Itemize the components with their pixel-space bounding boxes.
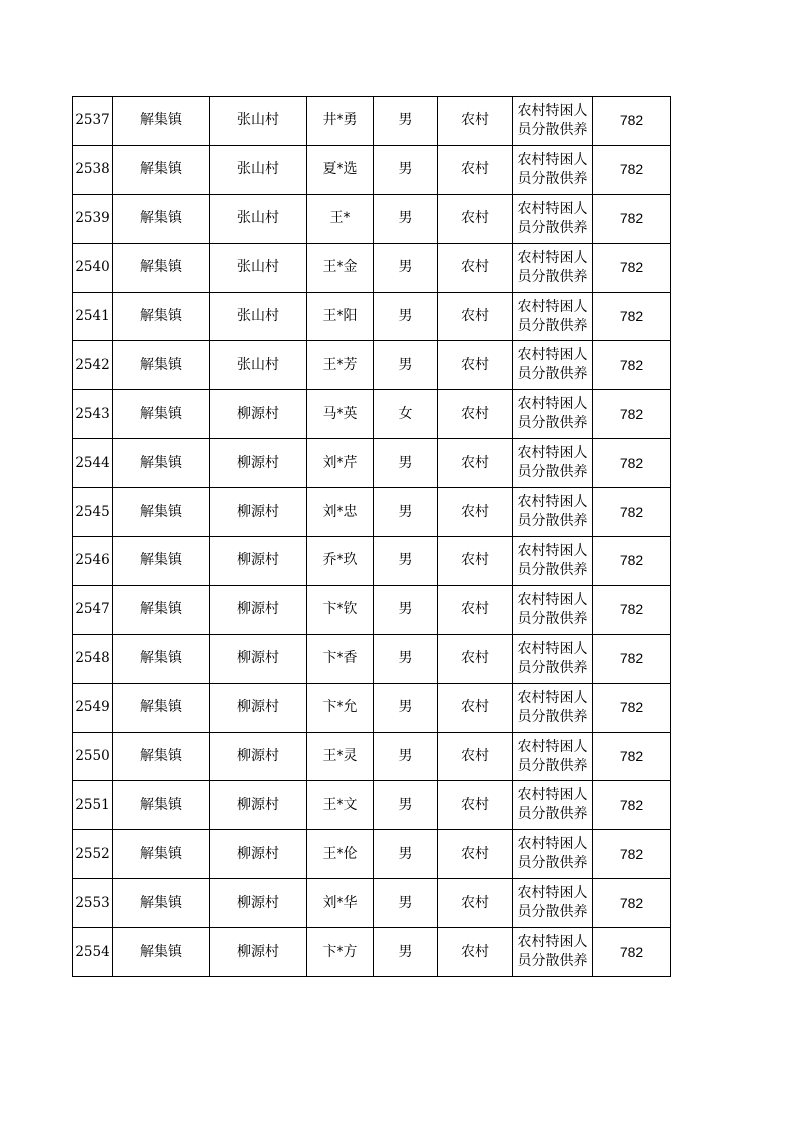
amount-cell: 782 [593,683,671,732]
area-cell: 农村 [438,830,513,879]
village-cell: 柳源村 [210,439,307,488]
village-cell: 张山村 [210,145,307,194]
table-row [73,488,671,537]
table-row [73,292,671,341]
support-type-line-1: 农村特困人 [517,885,588,902]
gender-cell: 男 [374,634,438,683]
name-cell: 夏*选 [307,145,374,194]
area-cell: 农村 [438,585,513,634]
town-cell: 解集镇 [113,341,210,390]
row-id-cell: 2548 [73,634,113,683]
support-type-cell [513,194,593,243]
support-type-line-2: 员分散供养 [517,464,588,481]
row-id-cell: 2540 [73,243,113,292]
support-type-line-1: 农村特困人 [517,836,588,853]
amount-cell: 782 [593,732,671,781]
village-cell: 张山村 [210,341,307,390]
support-type-line-2: 员分散供养 [517,708,588,725]
table-row [73,781,671,830]
support-type-line-1: 农村特困人 [517,445,588,462]
support-type-cell [513,879,593,928]
gender-cell: 男 [374,488,438,537]
support-type-line-1: 农村特困人 [517,640,588,657]
table-row [73,194,671,243]
town-cell: 解集镇 [113,488,210,537]
support-type-line-1: 农村特困人 [517,102,588,119]
area-cell: 农村 [438,390,513,439]
village-cell: 柳源村 [210,585,307,634]
row-id-cell: 2554 [73,928,113,977]
table-row [73,634,671,683]
area-cell: 农村 [438,537,513,586]
table-row [73,830,671,879]
table-row [73,390,671,439]
support-type-cell [513,341,593,390]
support-type-line-1: 农村特困人 [517,347,588,364]
gender-cell: 男 [374,537,438,586]
area-cell: 农村 [438,928,513,977]
table-row [73,879,671,928]
amount-cell: 782 [593,145,671,194]
gender-cell: 男 [374,97,438,146]
town-cell: 解集镇 [113,292,210,341]
town-cell: 解集镇 [113,879,210,928]
support-type-line-2: 员分散供养 [517,513,588,530]
support-type-line-2: 员分散供养 [517,904,588,921]
support-type-cell [513,634,593,683]
table-row [73,537,671,586]
beneficiary-table [72,96,671,977]
row-id-cell: 2553 [73,879,113,928]
town-cell: 解集镇 [113,683,210,732]
table-row [73,928,671,977]
name-cell: 卞*香 [307,634,374,683]
village-cell: 柳源村 [210,732,307,781]
village-cell: 柳源村 [210,781,307,830]
amount-cell: 782 [593,341,671,390]
village-cell: 柳源村 [210,683,307,732]
row-id-cell: 2551 [73,781,113,830]
area-cell: 农村 [438,488,513,537]
table-row [73,97,671,146]
support-type-cell [513,781,593,830]
support-type-line-1: 农村特困人 [517,738,588,755]
support-type-line-2: 员分散供养 [517,610,588,627]
name-cell: 井*勇 [307,97,374,146]
support-type-line-2: 员分散供养 [517,415,588,432]
row-id-cell: 2549 [73,683,113,732]
support-type-line-1: 农村特困人 [517,200,588,217]
table-row [73,341,671,390]
name-cell: 王* [307,194,374,243]
support-type-cell [513,390,593,439]
row-id-cell: 2550 [73,732,113,781]
row-id-cell: 2552 [73,830,113,879]
name-cell: 马*英 [307,390,374,439]
name-cell: 刘*华 [307,879,374,928]
support-type-cell [513,488,593,537]
name-cell: 王*灵 [307,732,374,781]
amount-cell: 782 [593,879,671,928]
amount-cell: 782 [593,439,671,488]
gender-cell: 男 [374,781,438,830]
village-cell: 柳源村 [210,879,307,928]
support-type-cell [513,830,593,879]
support-type-cell [513,292,593,341]
name-cell: 王*伦 [307,830,374,879]
support-type-line-2: 员分散供养 [517,855,588,872]
area-cell: 农村 [438,634,513,683]
table-row [73,145,671,194]
gender-cell: 男 [374,145,438,194]
amount-cell: 782 [593,781,671,830]
village-cell: 张山村 [210,292,307,341]
village-cell: 张山村 [210,97,307,146]
table-row [73,439,671,488]
support-type-cell [513,732,593,781]
support-type-cell [513,439,593,488]
support-type-line-1: 农村特困人 [517,298,588,315]
name-cell: 王*金 [307,243,374,292]
gender-cell: 男 [374,585,438,634]
town-cell: 解集镇 [113,145,210,194]
town-cell: 解集镇 [113,732,210,781]
village-cell: 柳源村 [210,488,307,537]
village-cell: 柳源村 [210,537,307,586]
table-row [73,683,671,732]
support-type-line-2: 员分散供养 [517,268,588,285]
table-row [73,243,671,292]
town-cell: 解集镇 [113,439,210,488]
town-cell: 解集镇 [113,634,210,683]
row-id-cell: 2546 [73,537,113,586]
town-cell: 解集镇 [113,585,210,634]
table-body [73,97,671,977]
gender-cell: 男 [374,341,438,390]
area-cell: 农村 [438,683,513,732]
support-type-line-1: 农村特困人 [517,787,588,804]
row-id-cell: 2541 [73,292,113,341]
gender-cell: 男 [374,830,438,879]
village-cell: 柳源村 [210,830,307,879]
town-cell: 解集镇 [113,830,210,879]
area-cell: 农村 [438,145,513,194]
name-cell: 王*芳 [307,341,374,390]
area-cell: 农村 [438,243,513,292]
town-cell: 解集镇 [113,97,210,146]
gender-cell: 男 [374,683,438,732]
support-type-line-1: 农村特困人 [517,396,588,413]
amount-cell: 782 [593,537,671,586]
row-id-cell: 2545 [73,488,113,537]
support-type-line-2: 员分散供养 [517,659,588,676]
support-type-line-2: 员分散供养 [517,953,588,970]
amount-cell: 782 [593,97,671,146]
area-cell: 农村 [438,781,513,830]
name-cell: 刘*忠 [307,488,374,537]
village-cell: 柳源村 [210,390,307,439]
row-id-cell: 2537 [73,97,113,146]
town-cell: 解集镇 [113,194,210,243]
town-cell: 解集镇 [113,537,210,586]
amount-cell: 782 [593,928,671,977]
village-cell: 柳源村 [210,928,307,977]
village-cell: 张山村 [210,243,307,292]
row-id-cell: 2542 [73,341,113,390]
amount-cell: 782 [593,194,671,243]
support-type-cell [513,928,593,977]
support-type-cell [513,585,593,634]
support-type-cell [513,683,593,732]
name-cell: 卞*方 [307,928,374,977]
gender-cell: 男 [374,439,438,488]
gender-cell: 男 [374,194,438,243]
gender-cell: 女 [374,390,438,439]
area-cell: 农村 [438,879,513,928]
gender-cell: 男 [374,292,438,341]
town-cell: 解集镇 [113,390,210,439]
support-type-line-2: 员分散供养 [517,366,588,383]
area-cell: 农村 [438,97,513,146]
amount-cell: 782 [593,634,671,683]
amount-cell: 782 [593,488,671,537]
name-cell: 卞*钦 [307,585,374,634]
support-type-line-2: 员分散供养 [517,170,588,187]
row-id-cell: 2538 [73,145,113,194]
support-type-line-2: 员分散供养 [517,757,588,774]
support-type-line-1: 农村特困人 [517,934,588,951]
table-row [73,585,671,634]
row-id-cell: 2547 [73,585,113,634]
support-type-line-2: 员分散供养 [517,317,588,334]
support-type-line-1: 农村特困人 [517,689,588,706]
area-cell: 农村 [438,341,513,390]
area-cell: 农村 [438,194,513,243]
support-type-cell [513,97,593,146]
support-type-line-2: 员分散供养 [517,219,588,236]
support-type-line-1: 农村特困人 [517,591,588,608]
amount-cell: 782 [593,243,671,292]
area-cell: 农村 [438,439,513,488]
town-cell: 解集镇 [113,928,210,977]
support-type-line-1: 农村特困人 [517,249,588,266]
amount-cell: 782 [593,585,671,634]
name-cell: 乔*玖 [307,537,374,586]
name-cell: 刘*芹 [307,439,374,488]
table-row [73,732,671,781]
support-type-line-2: 员分散供养 [517,561,588,578]
gender-cell: 男 [374,732,438,781]
area-cell: 农村 [438,292,513,341]
amount-cell: 782 [593,830,671,879]
name-cell: 王*阳 [307,292,374,341]
support-type-cell [513,145,593,194]
support-type-cell [513,537,593,586]
gender-cell: 男 [374,243,438,292]
name-cell: 王*文 [307,781,374,830]
support-type-cell [513,243,593,292]
town-cell: 解集镇 [113,243,210,292]
town-cell: 解集镇 [113,781,210,830]
area-cell: 农村 [438,732,513,781]
support-type-line-1: 农村特困人 [517,151,588,168]
row-id-cell: 2543 [73,390,113,439]
name-cell: 卞*允 [307,683,374,732]
support-type-line-2: 员分散供养 [517,121,588,138]
row-id-cell: 2539 [73,194,113,243]
village-cell: 张山村 [210,194,307,243]
support-type-line-1: 农村特困人 [517,542,588,559]
amount-cell: 782 [593,292,671,341]
support-type-line-1: 农村特困人 [517,494,588,511]
gender-cell: 男 [374,879,438,928]
village-cell: 柳源村 [210,634,307,683]
support-type-line-2: 员分散供养 [517,806,588,823]
gender-cell: 男 [374,928,438,977]
row-id-cell: 2544 [73,439,113,488]
amount-cell: 782 [593,390,671,439]
